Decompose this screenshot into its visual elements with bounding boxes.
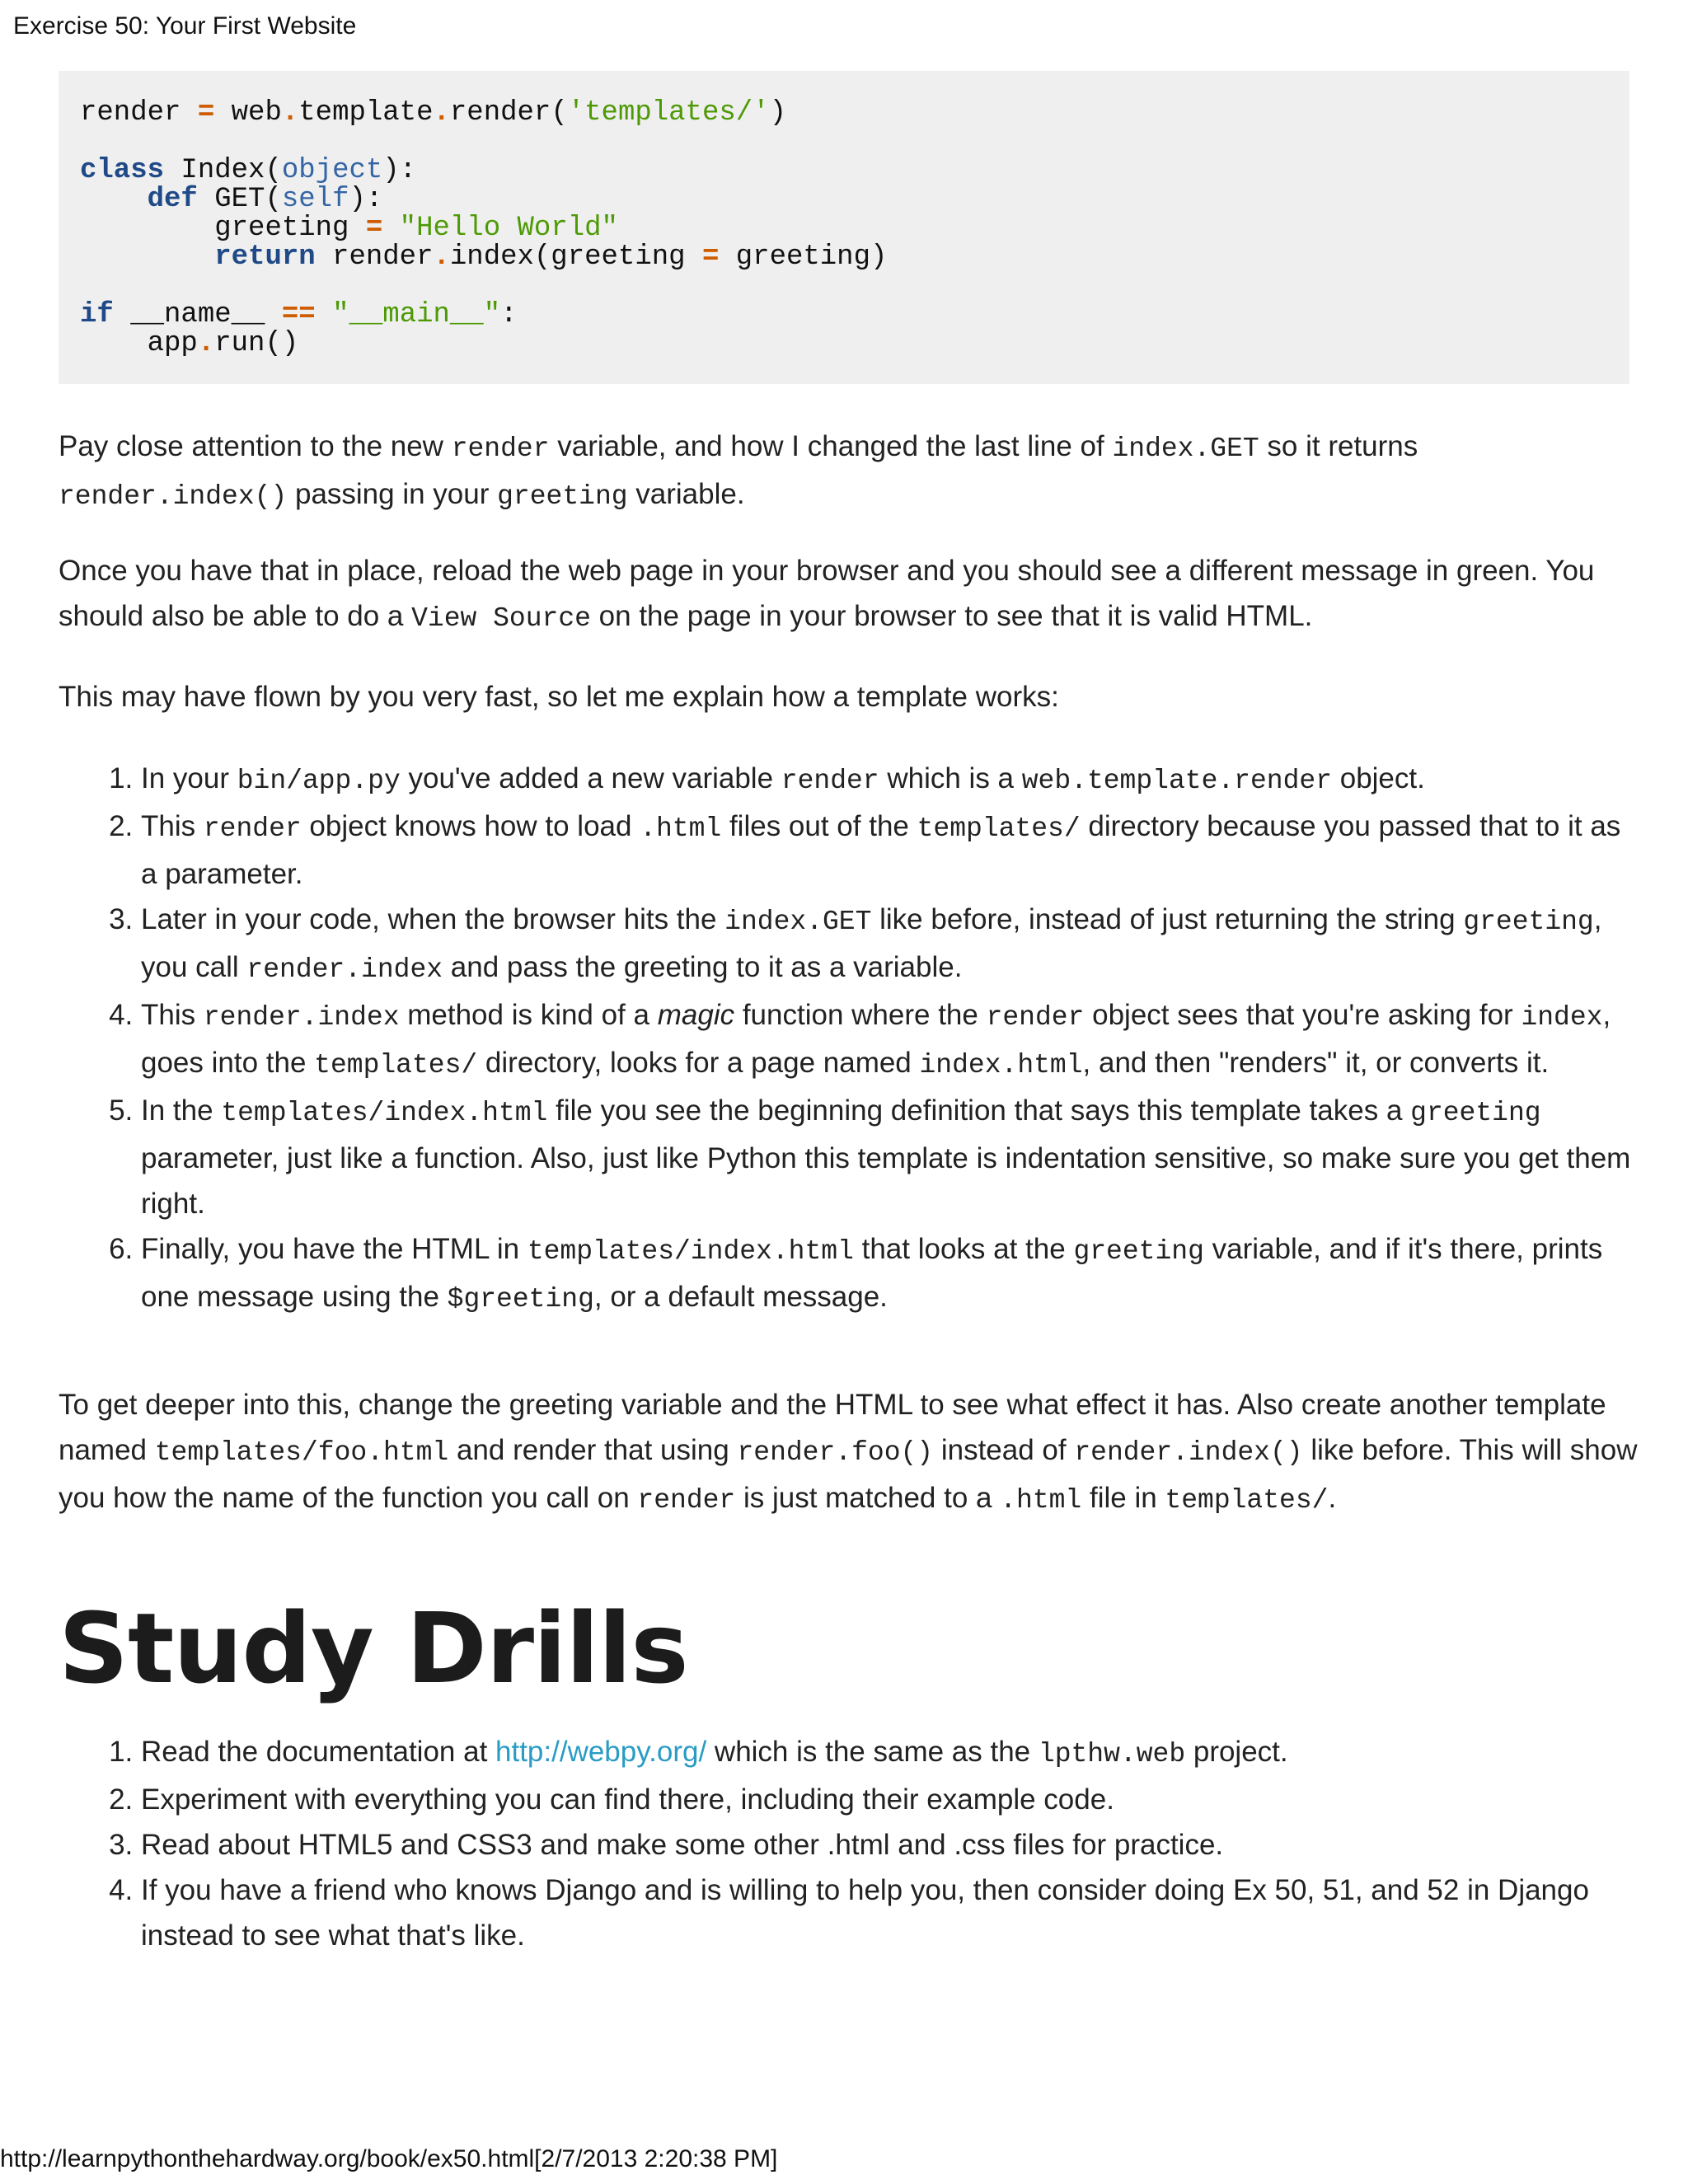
list-item [141,1226,1641,1322]
text: is just matched to a [735,1482,1001,1514]
text: that looks at the [853,1233,1074,1265]
code-token: ): [349,184,383,215]
text: files out of the [721,810,917,842]
code-token: : [500,299,518,330]
text: instead of [933,1434,1075,1466]
text: variable. [627,478,745,510]
inline-code: index.GET [1112,434,1259,464]
code-keyword: def [147,184,198,215]
text: and render that using [448,1434,738,1466]
text: directory, looks for a page named [477,1047,920,1079]
text: and pass the greeting to it as a variable. [443,951,963,983]
text: , and then "renders" it, or converts it. [1082,1047,1550,1079]
inline-code: .html [1000,1485,1082,1516]
inline-code: index.GET [724,907,872,937]
code-blank-line [80,128,1608,157]
text: To get deeper into this, change the greeting variable and the HTML to see what effect it has. Also create another template named [59,1389,1606,1466]
text: Finally, you have the HTML in [141,1233,528,1265]
section-heading: Study Drills [59,1591,688,1705]
list-item [141,992,1641,1088]
text: file you see the beginning definition that says this template takes a [547,1094,1411,1127]
text: In the [141,1094,222,1127]
code-indent [80,184,148,215]
text: variable, and how I changed the last line of [549,430,1113,462]
code-token: ): [382,155,417,186]
code-operator: = [365,213,383,244]
inline-code: index.html [919,1050,1083,1080]
paragraph-render-variable [59,424,1641,519]
text: which is the same as the [706,1736,1039,1768]
code-token: render( [449,97,568,129]
text: . [1328,1482,1337,1514]
code-operator: = [197,97,215,129]
text: like before, instead of just returning the string [871,903,1464,935]
text: Once you have that in place, reload the web page in your browser and you should see a different message in green. You should also be able to do a [59,555,1595,632]
inline-code: render [451,434,550,464]
text: function where the [734,999,987,1031]
code-operator: = [701,241,720,273]
code-builtin: self [281,184,349,215]
code-indent [80,328,148,359]
text: project. [1185,1736,1288,1768]
inline-code: View Source [411,603,591,634]
list-item [141,804,1641,897]
text: In your [141,762,237,794]
text: method is kind of a [399,999,658,1031]
paragraph-explain: This may have flown by you very fast, so let me explain how a template works: [59,681,1059,713]
code-token: greeting) [719,241,888,273]
code-string: 'templates/' [567,97,770,129]
code-line [80,330,1608,359]
inline-code: render [986,1002,1085,1033]
code-token: __name__ [113,299,282,330]
code-line [80,214,1608,243]
code-token: render [315,241,434,273]
list-item: 4. If you have a friend who knows Django and is willing to help you, then consider doing Ex 50, 51, and 52 in Django instead to see what that's like. [141,1868,1641,1958]
text: , or a default message. [593,1281,888,1313]
code-token: web [214,97,282,129]
inline-code: render [781,766,879,796]
code-operator: . [197,328,215,359]
text: like before. This will show you how the name of the function you call on [59,1434,1638,1514]
code-token: app [147,328,198,359]
inline-code: .html [640,813,722,844]
code-token: render [80,97,198,129]
inline-code: render.foo() [737,1437,934,1468]
inline-code: render.index() [1074,1437,1303,1468]
code-operator: == [281,299,316,330]
paragraph-deeper [59,1382,1641,1523]
code-operator: . [281,97,299,129]
code-line [80,243,1608,272]
inline-code: render.index [203,1002,400,1033]
code-string: "__main__" [315,299,501,330]
code-string: "Hello World" [382,213,618,244]
code-token: run() [214,328,299,359]
code-line [80,185,1608,214]
code-keyword: return [214,241,316,273]
text: directory because you passed that to it as a parameter. [141,810,1621,890]
text: object knows how to load [301,810,640,842]
text: passing in your [287,478,498,510]
inline-code: templates/index.html [221,1098,548,1128]
text: object. [1332,762,1425,794]
page-footer-url: http://learnpythonthehardway.org/book/ex50.html[2/7/2013 2:20:38 PM] [0,2145,778,2172]
study-drills-list [59,1729,1641,1958]
text: Read the documentation at [141,1736,496,1768]
text: file in [1081,1482,1165,1514]
text: which is a [879,762,1022,794]
inline-code: bin/app.py [237,766,401,796]
inline-code: render [637,1485,736,1516]
inline-code: $greeting [447,1284,594,1315]
code-line [80,157,1608,185]
code-line [80,301,1608,330]
code-blank-line [80,272,1608,301]
text: This [141,999,204,1031]
inline-code: templates/index.html [527,1236,854,1267]
code-indent [80,241,214,273]
inline-code: render [203,813,302,844]
list-item: 3. Read about HTML5 and CSS3 and make some other .html and .css files for practice. [141,1822,1641,1868]
text: parameter, just like a function. Also, just like Python this template is indentation sensitive, so make sure you get them right. [141,1142,1631,1220]
inline-code: greeting [497,481,628,512]
code-token: index(greeting [449,241,702,273]
code-keyword: if [80,299,114,330]
text: you've added a new variable [400,762,781,794]
text: , you call [141,903,1602,983]
list-item [141,756,1641,804]
text: This [141,810,204,842]
text: on the page in your browser to see that it is valid HTML. [590,600,1313,632]
code-operator: . [433,97,450,129]
inline-code: lpthw.web [1038,1739,1186,1769]
list-item [141,1088,1641,1226]
inline-code: templates/ [917,813,1081,844]
code-token: Index( [164,155,282,186]
inline-code: web.template.render [1021,766,1332,796]
text: so it returns [1259,430,1418,462]
paragraph-reload [59,548,1641,641]
inline-code: render.index [246,954,443,985]
inline-code: greeting [1410,1098,1541,1128]
code-token: GET( [197,184,282,215]
code-operator: . [433,241,450,273]
code-builtin: object [281,155,383,186]
inline-code: render.index() [59,481,288,512]
text: Later in your code, when the browser hits the [141,903,725,935]
inline-code: greeting [1073,1236,1204,1267]
list-item: 2. Experiment with everything you can find there, including their example code. [141,1777,1641,1822]
list-item [141,897,1641,992]
webpy-link[interactable]: http://webpy.org/ [495,1736,707,1768]
text: , goes into the [141,999,1611,1079]
code-keyword: class [80,155,165,186]
inline-code: templates/ [1165,1485,1329,1516]
code-line [80,99,1608,128]
inline-code: templates/ [314,1050,478,1080]
text: Pay close attention to the new [59,430,452,462]
template-explanation-list [59,756,1641,1322]
text: variable, and if it's there, prints one message using the [141,1233,1603,1313]
inline-code: templates/foo.html [154,1437,449,1468]
emphasis: magic [657,999,735,1031]
code-token: greeting [214,213,366,244]
code-block [59,71,1629,384]
inline-code: index [1521,1002,1603,1033]
list-item [141,1729,1641,1777]
inline-code: greeting [1463,907,1594,937]
text: object sees that you're asking for [1084,999,1522,1031]
code-token: template [298,97,434,129]
code-token: ) [769,97,786,129]
code-indent [80,213,214,244]
page-header: Exercise 50: Your First Website [13,12,357,40]
